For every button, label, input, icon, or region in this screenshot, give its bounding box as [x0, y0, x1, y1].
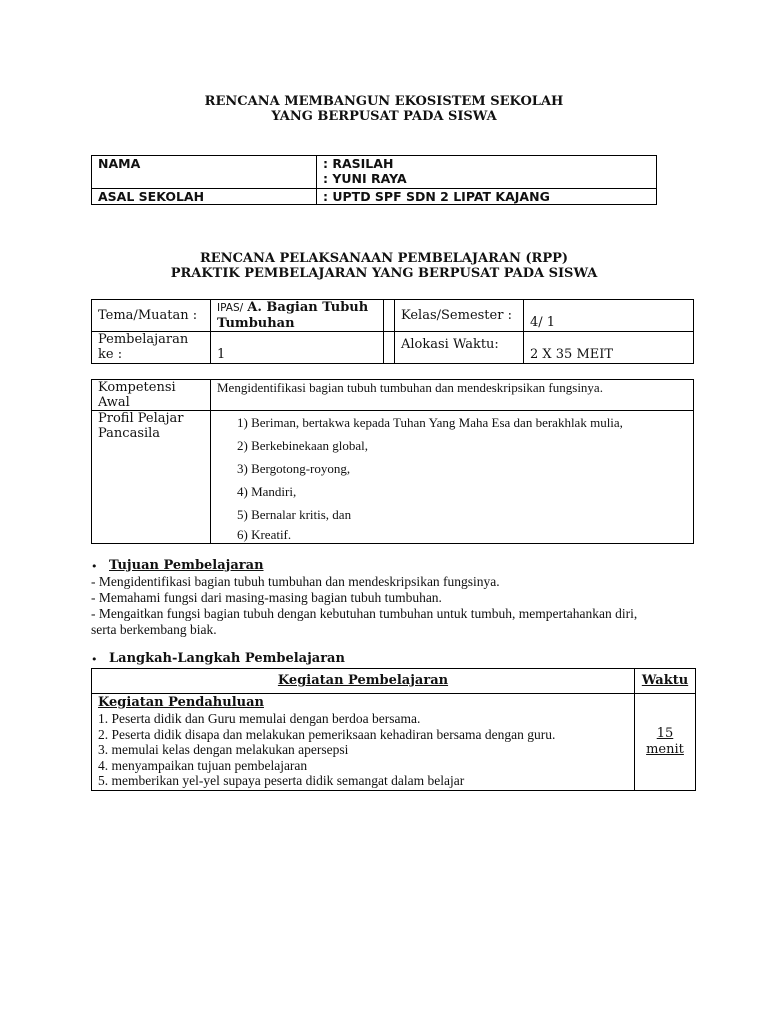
- tujuan-item-1: - Mengidentifikasi bagian tubuh tumbuhan dan mendeskripsikan fungsinya.: [91, 574, 500, 589]
- profil-item: 6) Kreatif.: [237, 527, 292, 542]
- tujuan-item-3: - Mengaitkan fungsi bagian tubuh dengan kebutuhan tumbuhan untuk tumbuh, mempertahankan diri,: [91, 606, 638, 621]
- pembelajaran-label: Pembelajaran ke :: [92, 332, 211, 364]
- kompetensi-value: Mengidentifikasi bagian tubuh tumbuhan dan mendeskripsikan fungsinya.: [211, 380, 694, 411]
- tujuan-item-2: - Memahami fungsi dari masing-masing bagian tubuh tumbuhan.: [91, 590, 442, 605]
- kompetensi-table: [91, 379, 694, 544]
- step-item: 1. Peserta didik dan Guru memulai dengan berdoa bersama.: [98, 711, 421, 726]
- document-title-line1: RENCANA MEMBANGUN EKOSISTEM SEKOLAH: [204, 94, 564, 109]
- profil-item: 5) Bernalar kritis, dan: [237, 507, 352, 522]
- step-item: 5. memberikan yel-yel supaya peserta didik semangat dalam belajar: [98, 773, 465, 788]
- alokasi-label: Alokasi Waktu:: [395, 332, 524, 364]
- pendahuluan-cell: [92, 694, 635, 791]
- profil-list: [211, 411, 694, 544]
- step-item: 2. Peserta didik disapa dan melakukan pemeriksaan kehadiran bersama dengan guru.: [98, 726, 556, 742]
- nama-value-1: : RASILAH: [323, 156, 394, 171]
- sekolah-label: ASAL SEKOLAH: [92, 189, 317, 205]
- waktu-cell: [635, 694, 696, 791]
- pendahuluan-heading: Kegiatan Pendahuluan: [98, 695, 264, 710]
- profil-item: 4) Mandiri,: [237, 484, 297, 499]
- rpp-info-table: [91, 299, 694, 364]
- tema-value-cell: [211, 300, 384, 332]
- tema-value: A. Bagian Tubuh Tumbuhan: [217, 300, 369, 331]
- spacer-cell: [384, 332, 395, 364]
- profil-item: 2) Berkebinekaan global,: [237, 438, 369, 453]
- tema-label: Tema/Muatan :: [92, 300, 211, 332]
- kelas-value: 4/ 1: [524, 300, 694, 332]
- spacer-cell: [384, 300, 395, 332]
- kelas-label: Kelas/Semester :: [395, 300, 524, 332]
- langkah-heading: Langkah-Langkah Pembelajaran: [109, 651, 345, 666]
- pembelajaran-value: 1: [211, 332, 384, 364]
- tujuan-heading: Tujuan Pembelajaran: [109, 558, 264, 573]
- identity-table: [91, 155, 657, 205]
- waktu-value-1: 15: [656, 726, 674, 742]
- langkah-table: [91, 668, 696, 791]
- tujuan-bullet: •: [91, 560, 98, 573]
- kompetensi-label: Kompetensi Awal: [92, 380, 211, 411]
- step-item: 3. memulai kelas dengan melakukan apersepsi: [98, 742, 349, 757]
- nama-value-2: : YUNI RAYA: [323, 171, 407, 186]
- sekolah-value: : UPTD SPF SDN 2 LIPAT KAJANG: [317, 189, 657, 205]
- tujuan-item-3-cont: serta berkembang biak.: [91, 622, 217, 637]
- profil-label: Profil Pelajar Pancasila: [92, 411, 211, 544]
- profil-item: 1) Beriman, bertakwa kepada Tuhan Yang Maha Esa dan berakhlak mulia,: [237, 415, 623, 430]
- nama-label: NAMA: [92, 156, 317, 189]
- nama-value-cell: [317, 156, 657, 189]
- profil-item: 3) Bergotong-royong,: [237, 461, 351, 476]
- alokasi-value: 2 X 35 MEIT: [524, 332, 694, 364]
- rpp-title-line1: RENCANA PELAKSANAAN PEMBELAJARAN (RPP): [199, 251, 569, 266]
- tema-prefix: IPAS/: [217, 302, 244, 314]
- waktu-value-2: menit: [646, 741, 684, 757]
- document-title-line2: YANG BERPUSAT PADA SISWA: [271, 109, 497, 124]
- langkah-bullet: •: [91, 653, 98, 666]
- step-item: 4. menyampaikan tujuan pembelajaran: [98, 757, 308, 773]
- rpp-title-line2: PRAKTIK PEMBELAJARAN YANG BERPUSAT PADA SISWA: [170, 266, 598, 281]
- col-waktu-header: Waktu: [635, 669, 696, 694]
- col-kegiatan-header: Kegiatan Pembelajaran: [92, 669, 635, 694]
